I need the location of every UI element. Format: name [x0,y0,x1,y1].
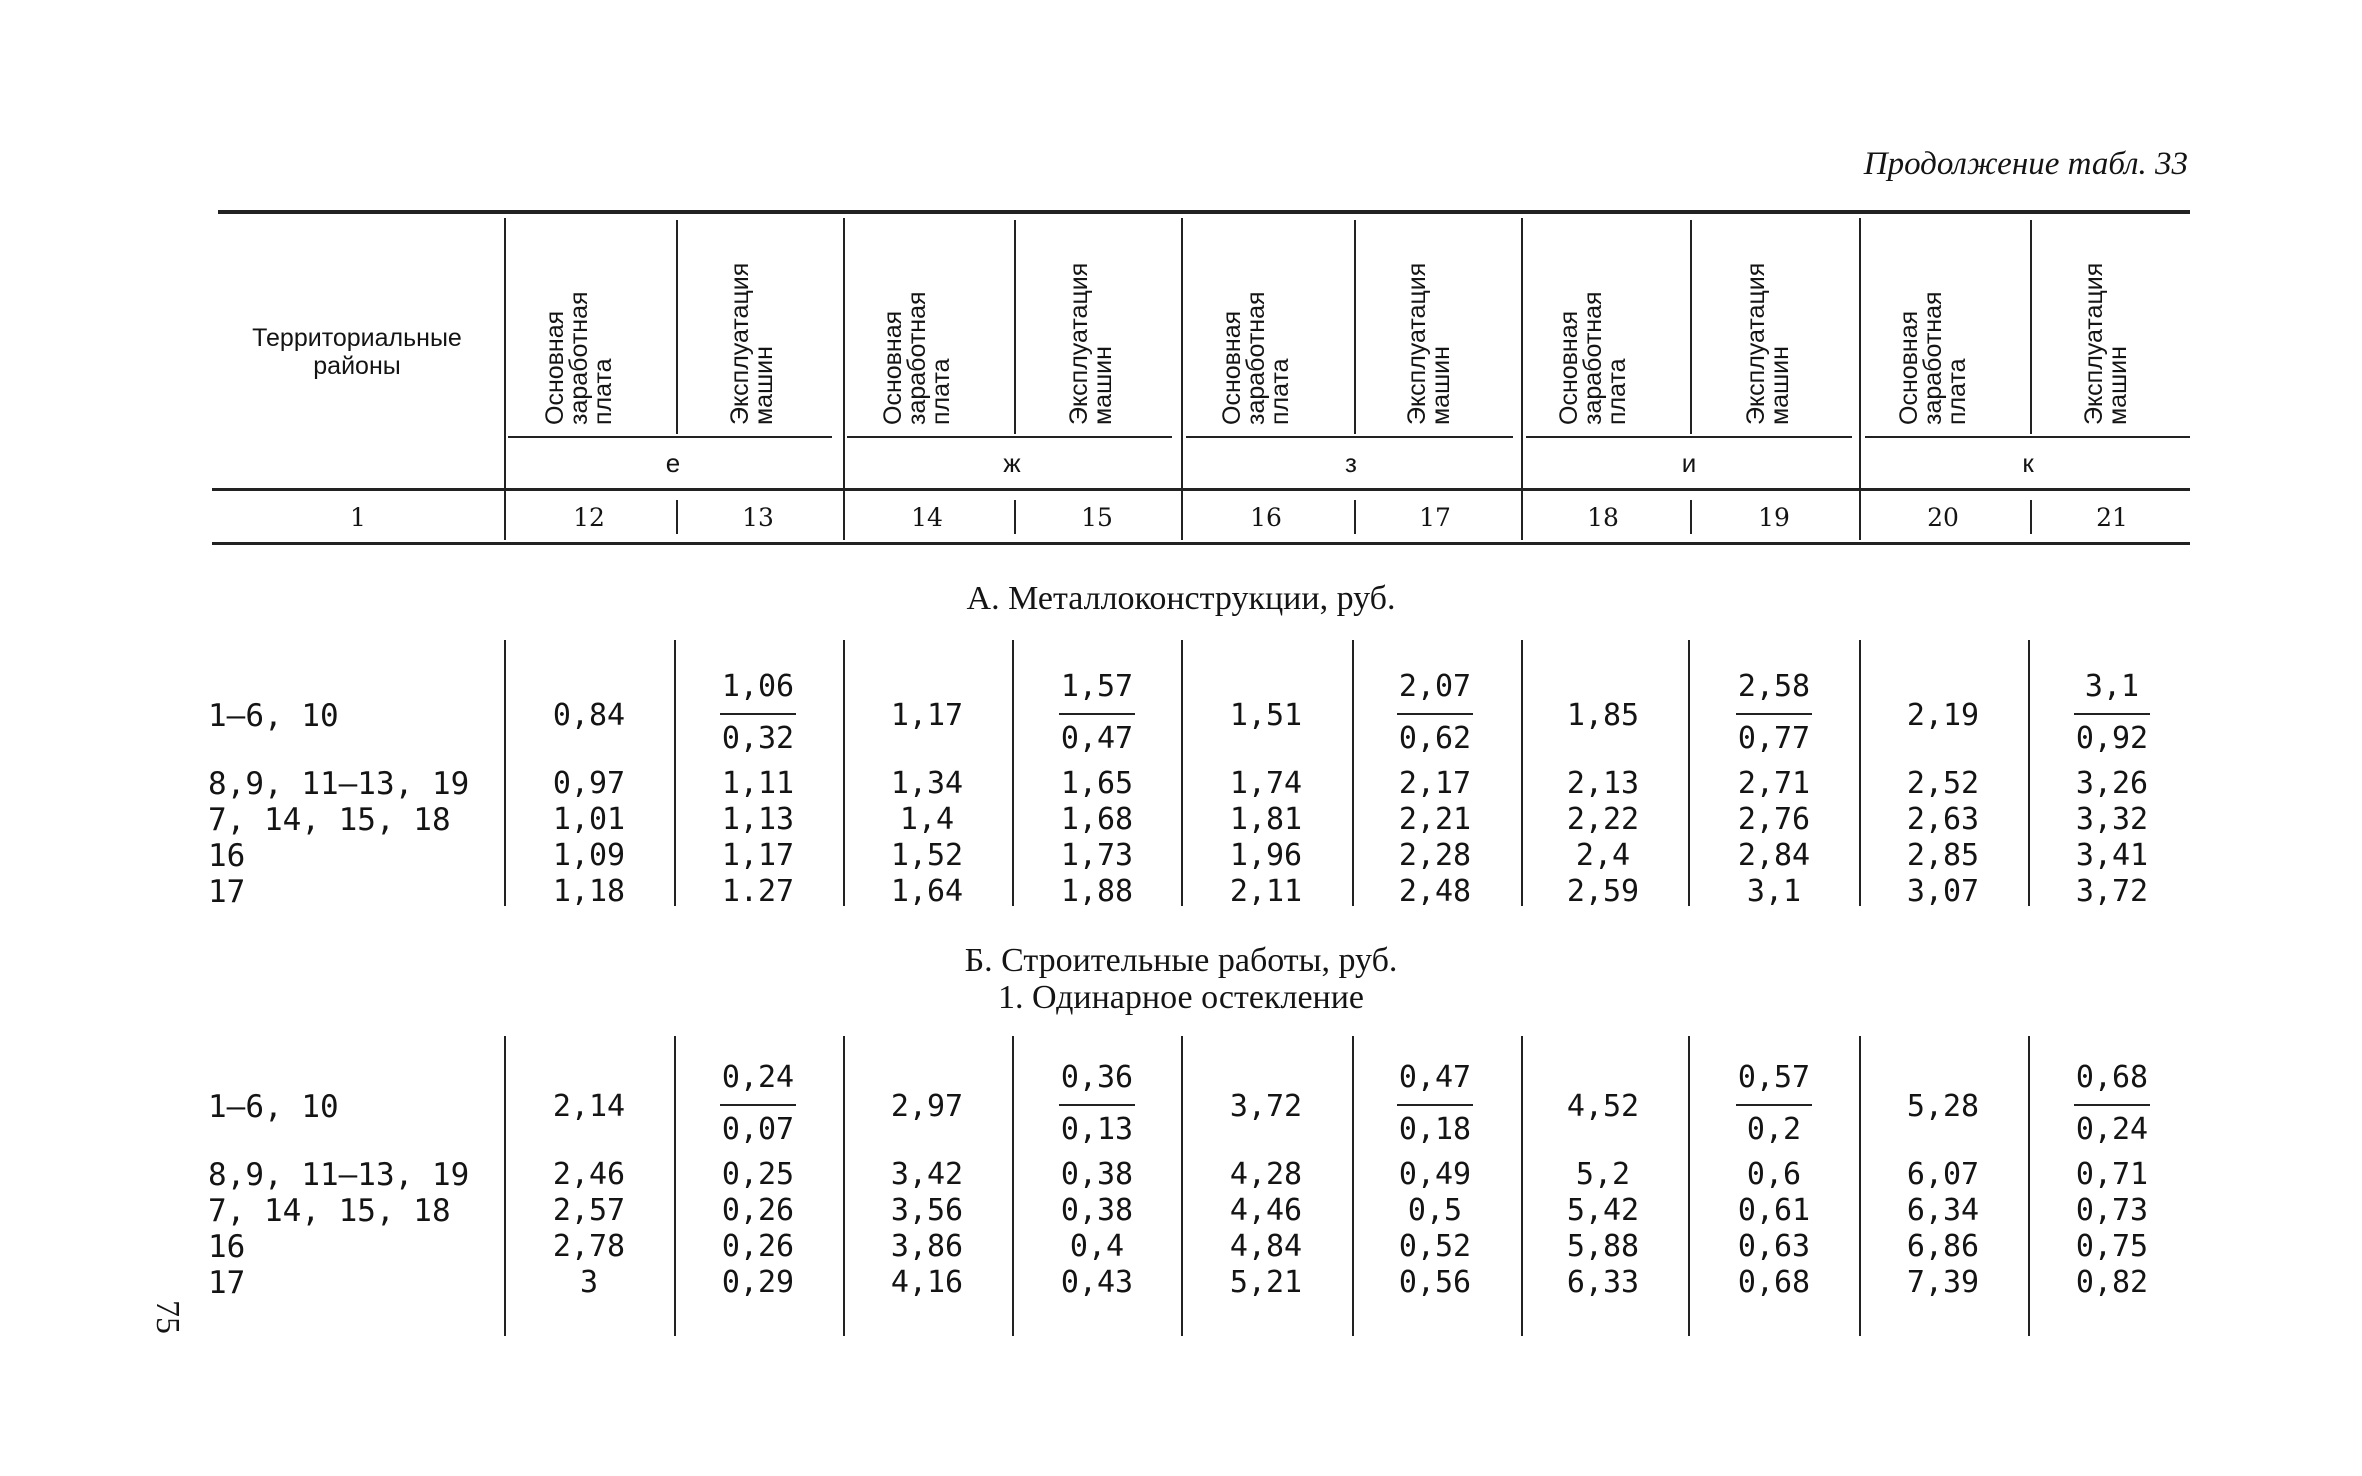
section-a-fraction-cell [1714,669,1834,765]
region-title: Территориальные районы [252,324,462,380]
section-b-vline-4 [1181,1036,1183,1336]
section-a-vline-2 [843,640,845,906]
section-b-vline-3 [1012,1036,1014,1336]
header-vline-5 [1354,220,1356,434]
section-a-cell: 1,81 [1229,802,1303,837]
fraction-bar [2074,713,2150,715]
col-header-wage: Основная заработная плата [1895,291,1971,425]
denominator: 0,07 [721,1112,795,1147]
header-vline-8 [1859,218,1861,540]
section-a-cell: 2,71 [1737,766,1811,801]
col-header-wage: Основная заработная плата [1555,291,1631,425]
group-letter: з [1345,448,1357,478]
section-b-cell: 2,46 [552,1157,626,1192]
section-a-cell: 2,19 [1906,698,1980,733]
section-a-cell: 1,85 [1566,698,1640,733]
header-vline-9 [2030,220,2032,434]
section-b-cell: 3,56 [890,1193,964,1228]
fraction-bar [1736,713,1812,715]
section-b-vline-5 [1352,1036,1354,1336]
section-a-cell: 2,28 [1398,838,1472,873]
section-b-cell: 0,73 [2075,1193,2149,1228]
col-number: 20 [1927,503,1959,532]
section-a-fraction-cell [698,669,818,765]
section-a-cell: 1,88 [1060,874,1134,909]
numerator: 0,36 [1060,1060,1134,1095]
section-a-cell: 1,68 [1060,802,1134,837]
numerator: 2,07 [1398,669,1472,704]
section-a-cell: 1,18 [552,874,626,909]
section-b-cell: 0,5 [1407,1193,1463,1228]
section-b-cell: 0,4 [1069,1229,1125,1264]
section-a-cell: 3,72 [2075,874,2149,909]
fraction-bar [1059,1104,1135,1106]
section-b-cell: 0,68 [1737,1265,1811,1300]
section-a-cell: 1,17 [721,838,795,873]
section-a-cell: 2,85 [1906,838,1980,873]
section-a-row-label: 17 [208,874,246,910]
section-a-cell: 1,74 [1229,766,1303,801]
rule-top [218,210,2190,214]
section-a-cell: 1,64 [890,874,964,909]
colnum-vline-1 [676,500,678,534]
section-b-cell: 4,84 [1229,1229,1303,1264]
section-b-cell: 0,25 [721,1157,795,1192]
col-header-machines: Эксплуатация машин [1742,262,1794,425]
section-b-cell: 4,52 [1566,1089,1640,1124]
denominator: 0,2 [1746,1112,1802,1147]
section-b-row-label: 1—6, 10 [208,1089,339,1125]
section-b-cell: 0,29 [721,1265,795,1300]
col-number: 18 [1587,503,1619,532]
section-b-subtitle: 1. Одинарное остекление [997,979,1365,1016]
col-number: 12 [573,503,605,532]
section-b-cell: 0,52 [1398,1229,1472,1264]
section-a-cell: 0,84 [552,698,626,733]
col-header-machines: Эксплуатация машин [726,262,778,425]
section-a-cell: 2,21 [1398,802,1472,837]
section-b-cell: 6,07 [1906,1157,1980,1192]
fraction-bar [1397,713,1473,715]
section-a-vline-4 [1181,640,1183,906]
page-number: 75 [149,1300,186,1334]
section-a-cell: 2,48 [1398,874,1472,909]
section-b-cell: 2,97 [890,1089,964,1124]
section-b-cell: 0,43 [1060,1265,1134,1300]
col-header-wage: Основная заработная плата [1218,291,1294,425]
section-b-cell: 5,28 [1906,1089,1980,1124]
section-b-cell: 6,86 [1906,1229,1980,1264]
group-letter: ж [1003,448,1021,478]
section-a-cell: 2,11 [1229,874,1303,909]
section-a-cell: 2,59 [1566,874,1640,909]
section-b-vline-0 [504,1036,506,1336]
section-a-cell: 1,01 [552,802,626,837]
colnum-vline-7 [1690,500,1692,534]
section-b-row-label: 8,9, 11—13, 19 [208,1157,470,1193]
denominator: 0,77 [1737,721,1811,756]
denominator: 0,24 [2075,1112,2149,1147]
section-a-vline-8 [1859,640,1861,906]
section-a-cell: 1,73 [1060,838,1134,873]
section-a-vline-0 [504,640,506,906]
section-b-cell: 4,16 [890,1265,964,1300]
section-a-cell: 1,34 [890,766,964,801]
section-b-row-label: 16 [208,1229,246,1265]
table-caption: Продолжение табл. 33 [1863,146,2188,182]
col-number: 16 [1250,503,1282,532]
group-rule-2 [1186,436,1513,438]
header-vline-2 [843,218,845,540]
section-b-fraction-cell [1714,1060,1834,1156]
section-b-cell: 4,46 [1229,1193,1303,1228]
section-b-cell: 7,39 [1906,1265,1980,1300]
section-b-fraction-cell [698,1060,818,1156]
section-a-vline-9 [2028,640,2030,906]
section-a-cell: 3,26 [2075,766,2149,801]
group-rule-4 [1865,436,2190,438]
colnum-vline-5 [1354,500,1356,534]
section-a-cell: 1,51 [1229,698,1303,733]
numerator: 1,06 [721,669,795,704]
section-a-cell: 3,32 [2075,802,2149,837]
section-a-cell: 1,11 [721,766,795,801]
header-vline-7 [1690,220,1692,434]
denominator: 0,62 [1398,721,1472,756]
denominator: 0,13 [1060,1112,1134,1147]
section-a-vline-6 [1521,640,1523,906]
section-a-fraction-cell [1375,669,1495,765]
section-a-cell: 1,52 [890,838,964,873]
section-a-row-label: 7, 14, 15, 18 [208,802,451,838]
section-b-cell: 5,88 [1566,1229,1640,1264]
section-b-row-label: 7, 14, 15, 18 [208,1193,451,1229]
col-header-machines: Эксплуатация машин [1403,262,1455,425]
rule-colnums-bottom [212,542,2190,545]
section-b-cell: 3,72 [1229,1089,1303,1124]
colnum-vline-3 [1014,500,1016,534]
section-b-vline-8 [1859,1036,1861,1336]
fraction-bar [2074,1104,2150,1106]
section-a-vline-7 [1688,640,1690,906]
col-header-wage: Основная заработная плата [879,291,955,425]
section-a-cell: 1,4 [899,802,955,837]
fraction-bar [1736,1104,1812,1106]
fraction-bar [720,1104,796,1106]
header-vline-4 [1181,218,1183,540]
numerator: 0,24 [721,1060,795,1095]
section-b-fraction-cell [1375,1060,1495,1156]
section-a-cell: 2,63 [1906,802,1980,837]
col-number: 1 [350,503,366,532]
section-b-cell: 0,26 [721,1229,795,1264]
section-a-cell: 2,17 [1398,766,1472,801]
section-a-cell: 1,65 [1060,766,1134,801]
numerator: 0,57 [1737,1060,1811,1095]
section-b-cell: 6,34 [1906,1193,1980,1228]
section-b-cell: 0,38 [1060,1157,1134,1192]
group-rule-3 [1526,436,1852,438]
section-b-cell: 3,42 [890,1157,964,1192]
group-letter: и [1681,448,1697,478]
section-a-cell: 1.27 [721,874,795,909]
section-b-fraction-cell [2052,1060,2172,1156]
section-a-cell: 2,76 [1737,802,1811,837]
section-b-cell: 2,57 [552,1193,626,1228]
section-a-row-label: 1—6, 10 [208,698,339,734]
section-b-cell: 0,71 [2075,1157,2149,1192]
section-b-cell: 6,33 [1566,1265,1640,1300]
section-b-vline-2 [843,1036,845,1336]
group-letter: к [2022,448,2034,478]
numerator: 2,58 [1737,669,1811,704]
section-a-cell: 2,13 [1566,766,1640,801]
denominator: 0,32 [721,721,795,756]
section-a-cell: 3,1 [1746,874,1802,909]
group-rule-1 [847,436,1172,438]
section-b-cell: 0,63 [1737,1229,1811,1264]
section-a-fraction-cell [2052,669,2172,765]
header-vline-3 [1014,220,1016,434]
section-a-fraction-cell [1037,669,1157,765]
denominator: 0,92 [2075,721,2149,756]
section-b-title: Б. Строительные работы, руб. [964,942,1398,979]
col-number: 15 [1081,503,1113,532]
section-b-cell: 2,78 [552,1229,626,1264]
col-number: 13 [742,503,774,532]
section-a-cell: 1,13 [721,802,795,837]
rule-header-bottom [212,488,2190,491]
col-number: 19 [1758,503,1790,532]
section-b-row-label: 17 [208,1265,246,1301]
section-a-vline-1 [674,640,676,906]
section-b-cell: 2,14 [552,1089,626,1124]
section-a-cell: 2,52 [1906,766,1980,801]
section-a-title: А. Металлоконструкции, руб. [966,580,1396,617]
col-header-machines: Эксплуатация машин [1065,262,1117,425]
section-b-cell: 0,6 [1746,1157,1802,1192]
section-b-cell: 0,61 [1737,1193,1811,1228]
section-a-vline-3 [1012,640,1014,906]
col-header-wage: Основная заработная плата [541,291,617,425]
section-b-cell: 3 [579,1265,599,1300]
col-number: 17 [1419,503,1451,532]
section-b-cell: 5,21 [1229,1265,1303,1300]
section-b-cell: 0,75 [2075,1229,2149,1264]
col-number: 14 [911,503,943,532]
fraction-bar [720,713,796,715]
numerator: 1,57 [1060,669,1134,704]
section-a-vline-5 [1352,640,1354,906]
colnum-vline-9 [2030,500,2032,534]
fraction-bar [1397,1104,1473,1106]
numerator: 0,68 [2075,1060,2149,1095]
group-rule-0 [508,436,832,438]
section-a-cell: 3,41 [2075,838,2149,873]
header-vline-left [504,218,506,540]
section-b-vline-9 [2028,1036,2030,1336]
header-vline-6 [1521,218,1523,540]
numerator: 3,1 [2084,669,2140,704]
section-a-row-label: 8,9, 11—13, 19 [208,766,470,802]
section-a-cell: 1,09 [552,838,626,873]
section-b-cell: 5,42 [1566,1193,1640,1228]
fraction-bar [1059,713,1135,715]
numerator: 0,47 [1398,1060,1472,1095]
section-b-fraction-cell [1037,1060,1157,1156]
section-b-cell: 0,38 [1060,1193,1134,1228]
section-b-vline-1 [674,1036,676,1336]
section-a-cell: 3,07 [1906,874,1980,909]
section-a-cell: 2,22 [1566,802,1640,837]
section-a-cell: 1,96 [1229,838,1303,873]
denominator: 0,18 [1398,1112,1472,1147]
section-a-cell: 0,97 [552,766,626,801]
denominator: 0,47 [1060,721,1134,756]
section-b-cell: 0,26 [721,1193,795,1228]
section-b-cell: 4,28 [1229,1157,1303,1192]
section-b-vline-6 [1521,1036,1523,1336]
section-a-cell: 1,17 [890,698,964,733]
section-a-cell: 2,84 [1737,838,1811,873]
group-letter: е [665,448,681,478]
section-a-row-label: 16 [208,838,246,874]
section-b-cell: 5,2 [1575,1157,1631,1192]
section-b-cell: 3,86 [890,1229,964,1264]
section-b-cell: 0,82 [2075,1265,2149,1300]
col-number: 21 [2096,503,2128,532]
section-b-cell: 0,56 [1398,1265,1472,1300]
section-b-vline-7 [1688,1036,1690,1336]
section-a-cell: 2,4 [1575,838,1631,873]
col-header-machines: Эксплуатация машин [2080,262,2132,425]
section-b-cell: 0,49 [1398,1157,1472,1192]
header-vline-1 [676,220,678,434]
